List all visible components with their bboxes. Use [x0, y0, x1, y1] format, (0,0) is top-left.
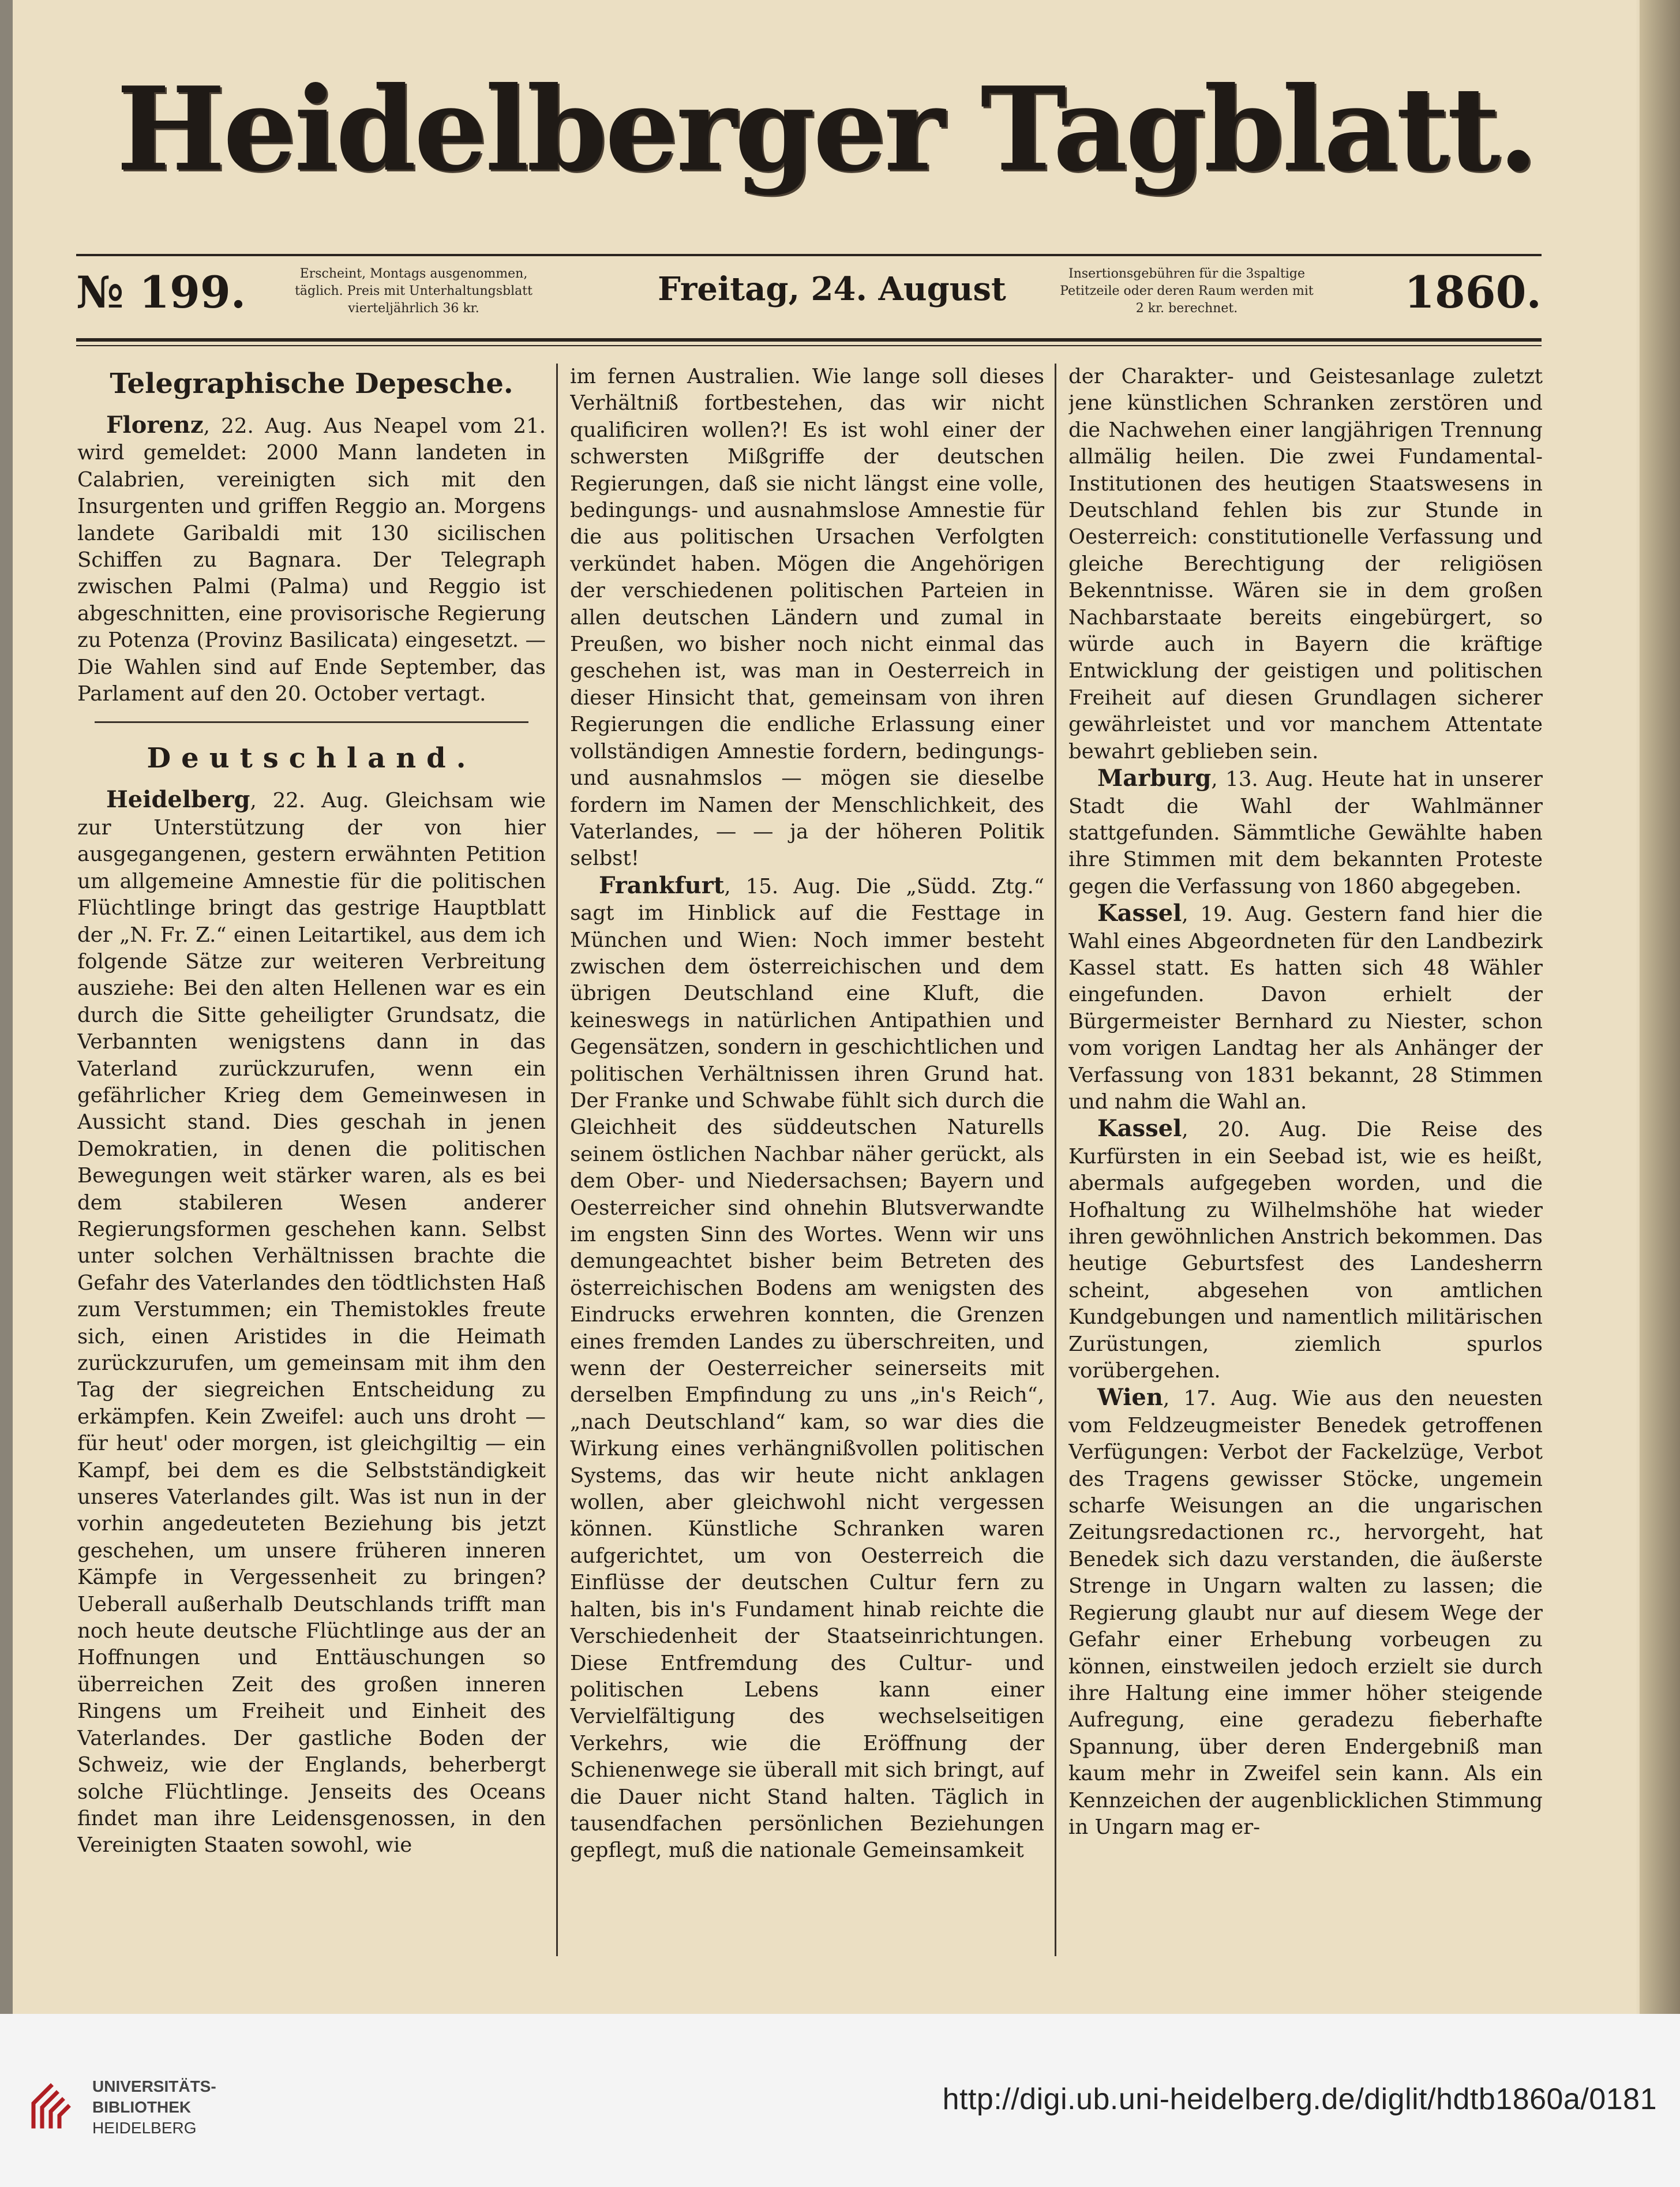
dateline-place: Kassel	[1097, 1115, 1182, 1143]
column-divider-1	[556, 364, 558, 1956]
article-frankfurt-continued: der Charakter- und Geistesanlage zuletzt jene künstlichen Schranken zerstören und die Nachwehen einer langjährigen Trennung allmälig heilen. Die zwei Fundamental-Institutionen des heutigen Staatswesens in Deutschland fehlen bis zur Stunde in Oesterreich: constitutionelle Verfassung und gleiche Berechtigung der religiösen Bekenntnisse. Wären sie in dem großen Nachbarstaate bereits eingebürgert, so würde auch in Bayern die kräftige Entwicklung der geistigen und politischen Freiheit auf diesen Grundlagen sicherer gewährleistet und vor manchem Attentate bewahrt geblieben sein.	[1068, 365, 1543, 763]
article-florenz	[77, 412, 546, 707]
article-text: , 22. Aug. Gleichsam wie zur Unterstützung der von hier ausgegangenen, gestern erwähnten Petition um allgemeine Amnestie für die politischen Flüchtlinge bringt das gestrige Hauptblatt der „N. Fr. Z.“ einen Leitartikel, aus dem ich folgende Sätze zur weiteren Verbreitung ausziehe: Bei den alten Hellenen war es ein durch die Sitte geheiligter Grundsatz, die Verbannten wenigstens dann in das Vaterland zurückzurufen, wenn ein gefährlicher Krieg dem Gemeinwesen in Aussicht stand. Dies geschah in jenen Demokratien, in denen die politischen Bewegungen weit stärker waren, als es bei dem stabileren Wesen anderer Regierungsformen geschehen kann. Selbst unter solchen Verhältnissen brachte die Gefahr des Vaterlandes den tödtlichsten Haß zum Verstummen; ein Themistokles freute sich, einen Aristides in die Heimath zurückzurufen, um gemeinsam mit ihm den Tag der siegreichen Entscheidung zu erkämpfen. Kein Zweifel: auch uns droht — für heut' oder morgen, ist gleichgiltig — ein Kampf, bei dem es die Selbstständigkeit unseres Vaterlandes gilt. Was ist nun in der vorhin angedeuteten Beziehung bis jetzt geschehen, um unsere früheren inneren Kämpfe in Vergessenheit zu bringen? Ueberall außerhalb Deutschlands trifft man noch heute deutsche Flüchtlinge aus der an Hoffnungen und Enttäuschungen so überreichen Zeit des großen inneren Ringens um Freiheit und Einheit des Vaterlandes. Der gastliche Boden der Schweiz, wie der Englands, beherbergt solche Flüchtlinge. Jenseits des Oceans findet man ihre Leidensgenossen, in den Vereinigten Staaten sowohl, wie	[77, 789, 546, 1858]
dateline-place: Kassel	[1097, 900, 1182, 927]
dateline-place: Frankfurt	[599, 871, 725, 899]
library-name-line3: HEIDELBERG	[92, 2119, 197, 2137]
permalink-url[interactable]: http://digi.ub.uni-heidelberg.de/diglit/hdtb1860a/0181	[942, 2083, 1657, 2116]
article-text: , 17. Aug. Wie aus den neuesten vom Feldzeugmeister Benedek getroffenen Verfügungen: Verbot der Fackelzüge, Verbot des Tragens gewisser Stöcke, ungemein scharfe Weisungen an die ungarischen Zeitungsredactionen rc., hervorgeht, hat Benedek sich dazu verstanden, die äußerste Strenge in Ungarn walten zu lassen; die Regierung glaubt nur auf diesem Wege der Gefahr einer Erhebung vorbeugen zu können, einstweilen jedoch erzielt sie durch ihre Haltung eine immer höher steigende Aufregung, eine geradezu fieberhafte Spannung, über deren Endergebniß man kaum mehr in Zweifel sein kann. Als ein Kennzeichen der augenblicklichen Stimmung in Ungarn mag er-	[1068, 1387, 1543, 1839]
dateline-place: Heidelberg	[106, 786, 250, 814]
masthead-rule-top	[76, 254, 1542, 256]
column-divider-2	[1055, 364, 1056, 1956]
article-text: , 15. Aug. Die „Südd. Ztg.“ sagt im Hinblick auf die Festtage in München und Wien: Noch immer besteht zwischen dem österreichischen und dem übrigen Deutschland eine Kluft, die keineswegs in natürlichen Antipathien und Gegensätzen, sondern in geschichtlichen und politischen Verhältnissen ihren Grund hat. Der Franke und Schwabe fühlt sich durch die Gleichheit des süddeutschen Naturells seinem östlichen Nachbar näher gerückt, als dem Ober- und Niedersachsen; Bayern und Oesterreicher sind ohnehin Blutsverwandte im engsten Sinn des Wortes. Wenn wir uns demungeachtet bisher beim Betreten des österreichischen Bodens am wenigsten des Eindrucks erwehren konnten, die Grenzen eines fremden Landes zu überschreiten, und wenn der Oesterreicher seinerseits mit derselben Empfindung zu uns „in's Reich“, „nach Deutschland“ kam, so war dies die Wirkung eines verhängnißvollen politischen Systems, das wir heute nicht anklagen wollen, aber gleichwohl nicht vergessen können. Künstliche Schranken waren aufgerichtet, um von Oesterreich die Einflüsse der deutschen Cultur fern zu halten, bis in's Fundament hinab reichte die Verschiedenheit der Staatseinrichtungen. Diese Entfremdung des Cultur- und politischen Lebens kann einer Vervielfältigung des wechselseitigen Verkehrs, wie die Eröffnung der Schienenwege sie überall mit sich bringt, auf die Dauer nicht Stand halten. Täglich in tausendfachen persönlichen Beziehungen gepflegt, muß die nationale Gemeinsamkeit	[570, 874, 1044, 1863]
article-text: , 22. Aug. Aus Neapel vom 21. wird gemeldet: 2000 Mann landeten in Calabrien, vereinigten sich mit den Insurgenten und griffen Reggio an. Morgens landete Garibaldi mit 130 sicilischen Schiffen zu Bagnara. Der Telegraph zwischen Palmi (Palma) und Reggio ist abgeschnitten, eine provisorische Regierung zu Potenza (Provinz Basilicata) eingesetzt. — Die Wahlen sind auf Ende September, das Parlament auf den 20. October vertagt.	[77, 414, 546, 706]
column-1	[77, 364, 546, 1962]
dateline-place: Wien	[1097, 1384, 1163, 1411]
article-marburg	[1068, 765, 1543, 900]
page-edge	[1640, 0, 1680, 2014]
issue-header	[76, 261, 1542, 336]
section-heading-deutschland: Deutschland.	[147, 742, 477, 775]
article-kassel-20	[1068, 1115, 1543, 1384]
article-text: , 19. Aug. Gestern fand hier die Wahl eines Abgeordneten für den Landbezirk Kassel statt. Es hatten sich 48 Wähler eingefunden. Davon erhielt der Bürgermeister Bernhard zu Niester, schon vom vorigen Landtag her als Anhänger der Verfassung von 1831 bekannt, 28 Stimmen und nahm die Wahl an.	[1068, 902, 1543, 1114]
telegram-heading: Telegraphische Depesche.	[110, 368, 513, 400]
masthead-rule-bottom	[76, 338, 1542, 342]
column-2	[570, 364, 1044, 1962]
article-heidelberg	[77, 787, 546, 1859]
dateline-place: Marburg	[1097, 765, 1212, 792]
issue-number: № 199.	[76, 267, 246, 318]
column-3	[1068, 364, 1543, 1962]
library-name	[92, 2076, 216, 2139]
library-name-line1: UNIVERSITÄTS-	[92, 2077, 216, 2095]
issue-year: 1860.	[1404, 267, 1542, 318]
article-kassel-19	[1068, 900, 1543, 1115]
library-logo-icon	[28, 2080, 80, 2132]
advertising-note: Insertionsgebühren für die 3spaltige Petitzeile oder deren Raum werden mit 2 kr. berechnet.	[1060, 267, 1314, 316]
issue-date: Freitag, 24. August	[658, 270, 1006, 308]
article-frankfurt	[570, 872, 1044, 1864]
article-text: , 20. Aug. Die Reise des Kurfürsten in ein Seebad ist, wie es heißt, abermals aufgegeben worden, und die Hofhaltung zu Wilhelmshöhe hat wieder ihren gewöhnlichen Anstrich bekommen. Das heutige Geburtsfest des Landesherrn scheint, abgesehen von amtlichen Kundgebungen und namentlich militärischen Zurüstungen, ziemlich spurlos vorübergehen.	[1068, 1118, 1543, 1383]
masthead-rule-bottom-thin	[76, 345, 1542, 346]
library-name-line2: BIBLIOTHEK	[92, 2098, 192, 2116]
article-text: , 13. Aug. Heute hat in unserer Stadt die Wahl der Wahlmänner stattgefunden. Sämmtliche Gewählte haben ihre Stimmen mit dem bekannten Proteste gegen die Verfassung von 1860 abgegeben.	[1068, 767, 1543, 898]
dateline-place: Florenz	[106, 411, 204, 439]
section-divider	[95, 721, 528, 723]
library-footer	[0, 2014, 1680, 2187]
masthead-title: Heidelberger Tagblatt.	[116, 62, 1536, 197]
article-heidelberg-continued: im fernen Australien. Wie lange soll dieses Verhältniß fortbestehen, das wir nicht qualificiren wollen?! Es ist wohl einer der schwersten Mißgriffe der deutschen Regierungen, daß sie nicht längst eine volle, bedingungs- und ausnahmslose Amnestie für die aus politischen Ursachen Verfolgten verkündet haben. Mögen die Angehörigen der verschiedenen politischen Parteien in allen deutschen Ländern und zumal in Preußen, wo bisher noch nicht einmal das geschehen ist, was man in Oesterreich in dieser Hinsicht that, gemeinsam von ihren Regierungen die endliche Erlassung einer vollständigen Amnestie fordern, bedingungs- und ausnahmslos — mögen sie dieselbe fordern im Namen der Menschlichkeit, des Vaterlandes, — — ja der höheren Politik selbst!	[570, 365, 1044, 871]
newspaper-page	[13, 0, 1670, 2014]
subscription-note: Erscheint, Montags ausgenommen, täglich. Preis mit Unterhaltungsblatt vierteljährlich 36 kr.	[295, 267, 532, 316]
article-wien	[1068, 1384, 1543, 1841]
